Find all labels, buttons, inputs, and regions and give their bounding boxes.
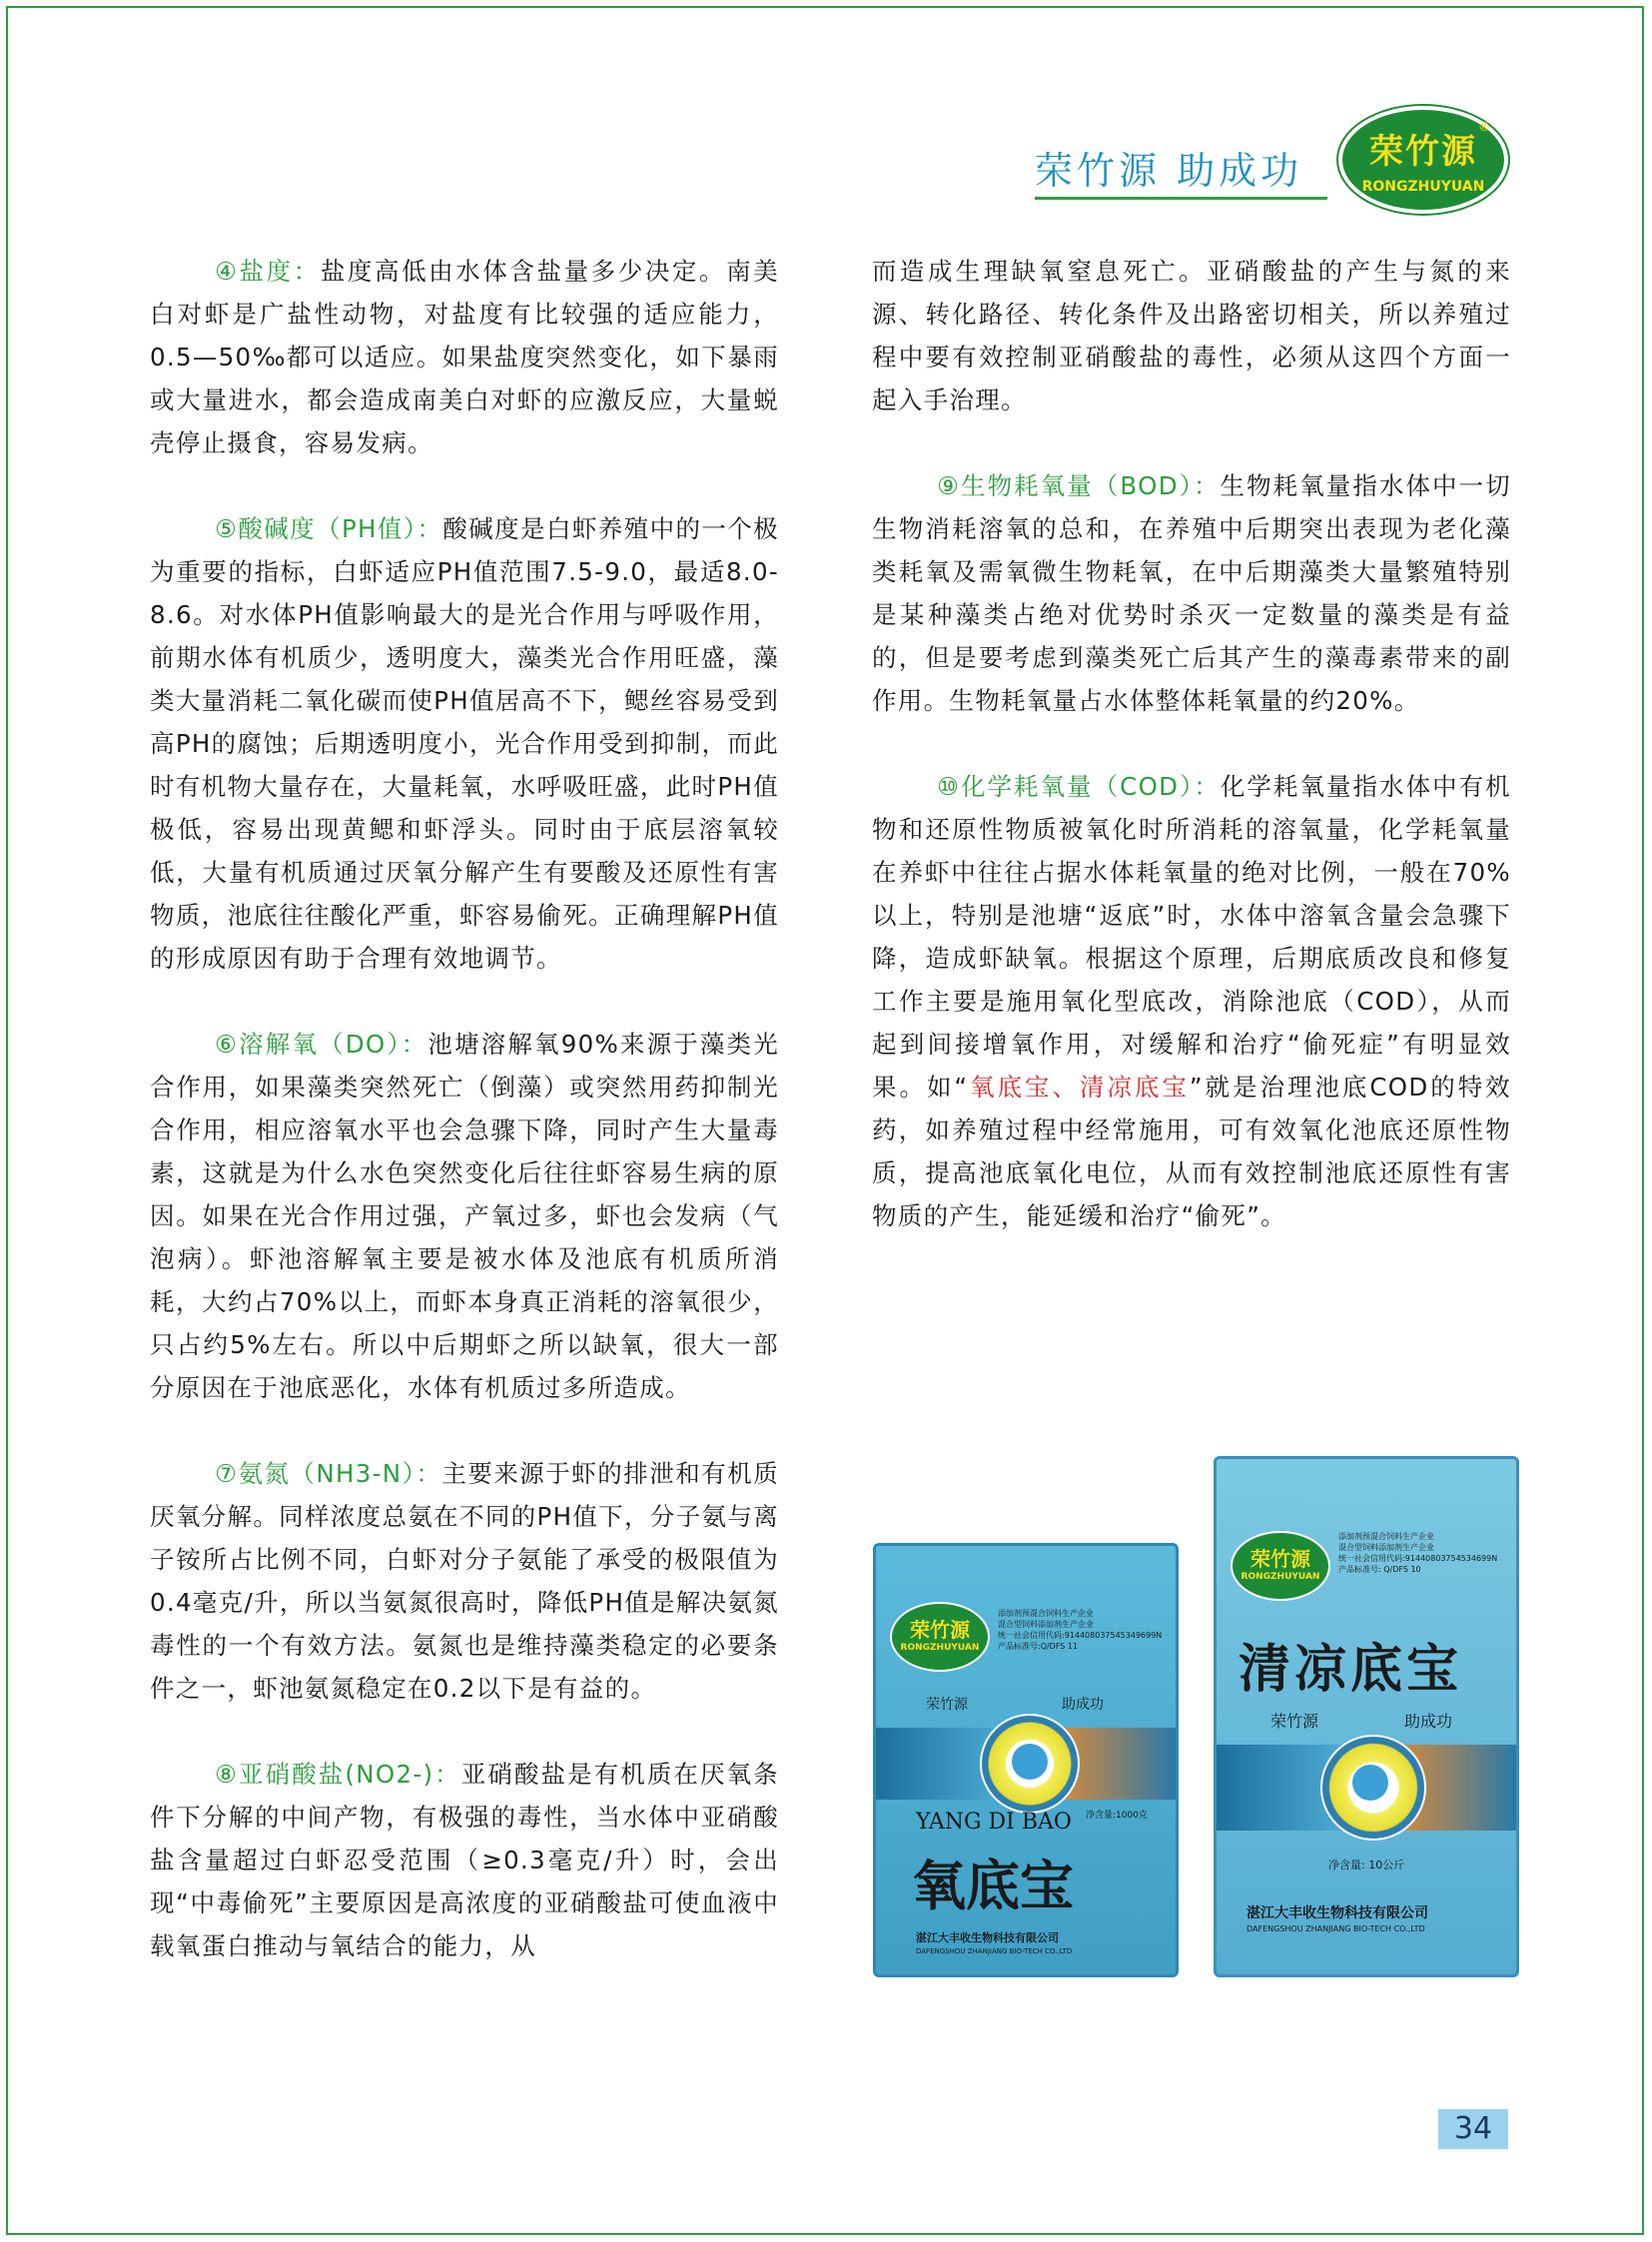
heading-bod: ⑨生物耗氧量（BOD）： xyxy=(937,471,1221,500)
package-company: 湛江大丰收生物科技有限公司 xyxy=(916,1931,1059,1944)
fish-mascot-icon xyxy=(980,1714,1080,1814)
paragraph-cod xyxy=(872,765,1511,1237)
heading-nitrite: ⑧亚硝酸盐(NO2-)： xyxy=(215,1760,461,1789)
paragraph-ph xyxy=(150,507,779,980)
header-slogan: 荣竹源 助成功 xyxy=(1035,149,1303,193)
info-line: 添加剂预混合饲料生产企业 xyxy=(998,1609,1094,1618)
registered-mark: ® xyxy=(1478,120,1490,134)
paragraph-salinity xyxy=(150,250,779,464)
slogan-underline xyxy=(1035,197,1327,200)
info-line: 产品标准号: Q/DFS 10 xyxy=(1338,1565,1421,1574)
right-column xyxy=(872,250,1511,1280)
package-company: 湛江大丰收生物科技有限公司 xyxy=(1246,1905,1428,1921)
body-cod-a: 化学耗氧量指水体中有机物和还原性物质被氧化时所消耗的溶氧量，化学耗氧量在养虾中往往占据水体耗氧量的绝对比例，一般在70%以上，特别是池塘“返底”时，水体中溶氧含量会急骤下降，造成虾缺氧。根据这个原理，后期底质改良和修复工作主要是施用氧化型底改，消除池底（COD），从而起到间接增氧作用，对缓解和治疗“偷死症”有明显效果。如“ xyxy=(872,772,1511,1102)
heading-cod: ⑩化学耗氧量（COD）： xyxy=(937,772,1221,801)
package-info xyxy=(1338,1531,1497,1575)
package-company-en: DAFENGSHOU ZHANJIANG BIO-TECH CO.,LTD xyxy=(916,1947,1073,1955)
package-logo xyxy=(890,1602,990,1672)
left-column xyxy=(150,250,779,2010)
body-ammonia: 主要来源于虾的排泄和有机质厌氧分解。同样浓度总氨在不同的PH值下，分子氨与离子铵所占比例不同，白虾对分子氨能了承受的极限值为0.4毫克/升，所以当氨氮很高时，降低PH值是解决氨氮毒性的一个有效方法。氨氮也是维持藻类稳定的必要条件之一，虾池氨氮稳定在0.2以下是有益的。 xyxy=(150,1459,780,1703)
paragraph-nitrite xyxy=(150,1753,779,1967)
product-package-qingliangdibao xyxy=(1214,1456,1519,1977)
package-logo-en: RONGZHUYUAN xyxy=(900,1643,980,1653)
package-product-name: 清凉底宝 xyxy=(1239,1639,1463,1700)
package-slogan-a: 荣竹源 xyxy=(926,1697,968,1713)
paragraph-bod xyxy=(872,464,1511,722)
heading-ph: ⑤酸碱度（PH值）： xyxy=(215,514,443,543)
body-bod: 生物耗氧量指水体中一切生物消耗溶氧的总和，在养殖中后期突出表现为老化藻类耗氧及需氧微生物耗氧，在中后期藻类大量繁殖特别是某种藻类占绝对优势时杀灭一定数量的藻类是有益的，但是要考虑到藻类死亡后其产生的藻毒素带来的副作用。生物耗氧量占水体整体耗氧量的约20%。 xyxy=(872,471,1511,715)
body-nitrite: 亚硝酸盐是有机质在厌氧条件下分解的中间产物，有极强的毒性，当水体中亚硝酸盐含量超过白虾忍受范围（≥0.3毫克/升）时，会出现“中毒偷死”主要原因是高浓度的亚硝酸盐可使血液中载氧蛋白推动与氧结合的能力，从 xyxy=(150,1760,779,1960)
package-product-name: 氧底宝 xyxy=(912,1854,1074,1917)
package-company-en: DAFENGSHOU ZHANJIANG BIO-TECH CO.,LTD xyxy=(1246,1924,1425,1933)
fish-mascot-icon xyxy=(1320,1735,1426,1841)
package-logo xyxy=(1231,1531,1330,1601)
paragraph-do xyxy=(150,1023,779,1409)
package-slogan-a: 荣竹源 xyxy=(1270,1712,1319,1731)
info-line: 添加剂预混合饲料生产企业 xyxy=(1338,1532,1434,1541)
package-slogan-b: 助成功 xyxy=(1062,1697,1104,1713)
paragraph-ammonia xyxy=(150,1452,779,1710)
page-number: 34 xyxy=(1438,2109,1508,2149)
package-net-weight: 净含量:1000克 xyxy=(1086,1811,1148,1821)
info-line: 混合型饲料添加剂生产企业 xyxy=(998,1620,1094,1629)
body-do: 池塘溶解氧90%来源于藻类光合作用，如果藻类突然死亡（倒藻）或突然用药抑制光合作用，相应溶氧水平也会急骤下降，同时产生大量毒素，这就是为什么水色突然变化后往往虾容易生病的原因。如果在光合作用过强，产氧过多，虾也会发病（气泡病）。虾池溶解氧主要是被水体及池底有机质所消耗，大约占70%以上，而虾本身真正消耗的溶氧很少，只占约5%左右。所以中后期虾之所以缺氧，很大一部分原因在于池底恶化，水体有机质过多所造成。 xyxy=(150,1030,779,1402)
info-line: 统一社会信用代码:91440803754534699N xyxy=(1338,1554,1498,1563)
product-highlight: 氧底宝、清凉底宝 xyxy=(968,1073,1190,1102)
package-slogan-b: 助成功 xyxy=(1404,1712,1453,1731)
info-line: 混合型饲料添加剂生产企业 xyxy=(1338,1543,1434,1552)
body-cod-b: ”就是治理池底COD的特效药，如养殖过程中经常施用，可有效氧化池底还原性物质，提高池底氧化电位，从而有效控制池底还原性有害物质的产生，能延缓和治疗“偷死”。 xyxy=(872,1073,1511,1230)
body-ph: 酸碱度是白虾养殖中的一个极为重要的指标，白虾适应PH值范围7.5-9.0，最适8.0-8.6。对水体PH值影响最大的是光合作用与呼吸作用，前期水体有机质少，透明度大，藻类光合作用旺盛，藻类大量消耗二氧化碳而使PH值居高不下，鳃丝容易受到高PH的腐蚀；后期透明度小，光合作用受到抑制，而此时有机物大量存在，大量耗氧，水呼吸旺盛，此时PH值极低，容易出现黄鳃和虾浮头。同时由于底层溶氧较低，大量有机质通过厌氧分解产生有要酸及还原性有害物质，池底往往酸化严重，虾容易偷死。正确理解PH值的形成原因有助于合理有效地调节。 xyxy=(150,514,779,973)
product-package-yangdibao xyxy=(873,1543,1179,1977)
info-line: 统一社会信用代码:914408037545349699N xyxy=(998,1631,1163,1640)
package-net-weight: 净含量: 10公斤 xyxy=(1328,1859,1405,1871)
logo-cn: 荣竹源 xyxy=(1369,132,1477,172)
heading-do: ⑥溶解氧（DO）： xyxy=(215,1030,428,1059)
package-logo-cn: 荣竹源 xyxy=(1250,1547,1310,1571)
heading-salinity: ④盐度： xyxy=(215,257,321,286)
package-pinyin: YANG DI BAO xyxy=(916,1810,1072,1835)
package-logo-en: RONGZHUYUAN xyxy=(1240,1572,1320,1582)
paragraph-nitrite-continued: 而造成生理缺氧窒息死亡。亚硝酸盐的产生与氮的来源、转化路径、转化条件及出路密切相关，所以养殖过程中要有效控制亚硝酸盐的毒性，必须从这四个方面一起入手治理。 xyxy=(872,257,1511,414)
logo-en: RONGZHUYUAN xyxy=(1361,179,1485,195)
brand-logo xyxy=(1338,106,1508,214)
body-salinity: 盐度高低由水体含盐量多少决定。南美白对虾是广盐性动物，对盐度有比较强的适应能力，0.5—50‰都可以适应。如果盐度突然变化，如下暴雨或大量进水，都会造成南美白对虾的应激反应，大量蜕壳停止摄食，容易发病。 xyxy=(150,257,779,457)
package-info xyxy=(998,1608,1162,1652)
package-logo-cn: 荣竹源 xyxy=(910,1618,970,1642)
info-line: 产品标准号:Q/DFS 11 xyxy=(998,1642,1079,1651)
heading-ammonia: ⑦氨氮（NH3-N）： xyxy=(215,1459,442,1488)
